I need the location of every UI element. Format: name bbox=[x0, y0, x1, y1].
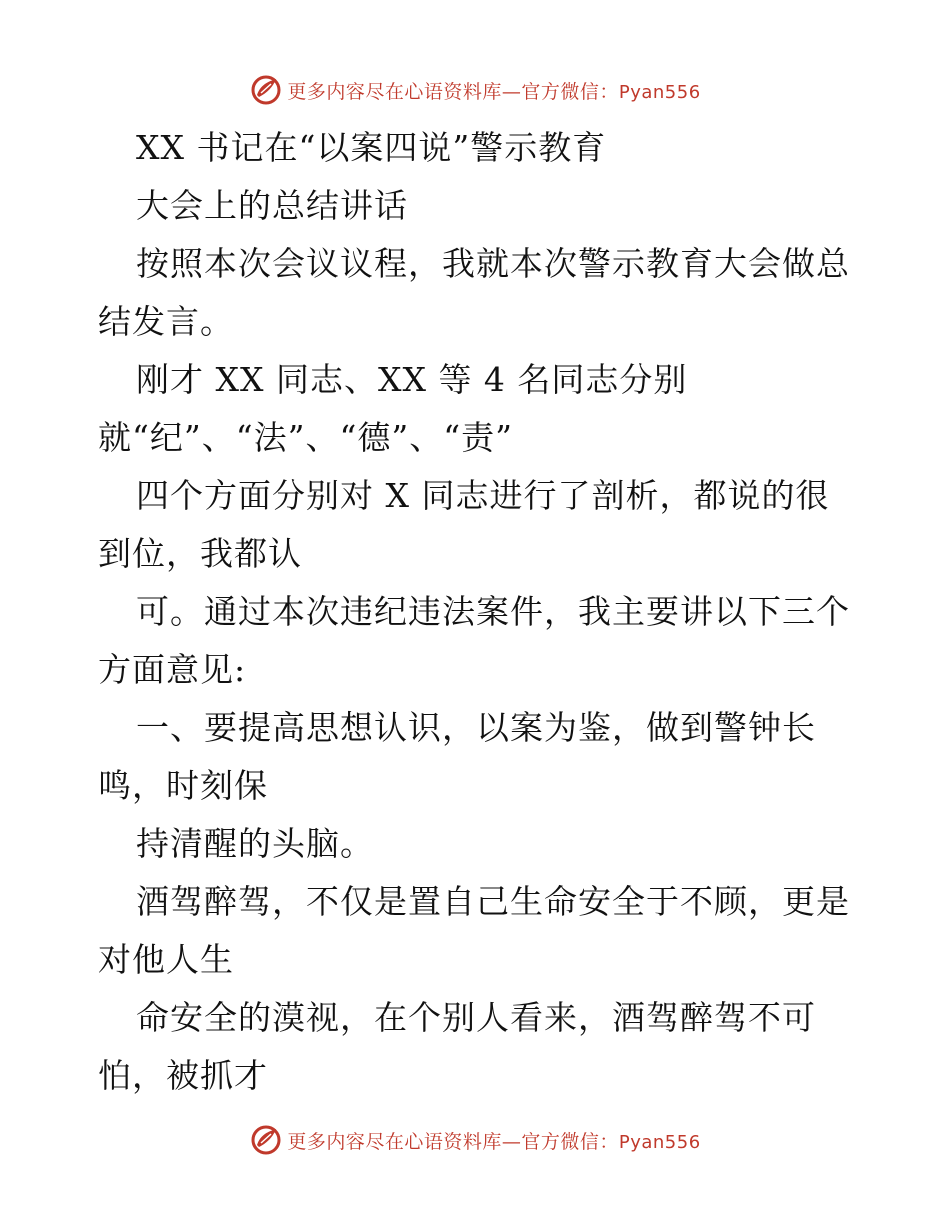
doc-line-7: 四个方面分别对 X 同志进行了剖析，都说的很 bbox=[136, 476, 830, 515]
doc-line-4: 结发言。 bbox=[98, 302, 234, 341]
header-wechat-id: Pyan556 bbox=[618, 81, 701, 103]
doc-line-14: 酒驾醉驾，不仅是置自己生命安全于不顾，更是 bbox=[136, 882, 850, 921]
footer-banner-label: 更多内容尽在心语资料库—官方微信： bbox=[287, 1130, 619, 1153]
doc-line-12: 鸣，时刻保 bbox=[98, 766, 268, 805]
footer-wechat-id: Pyan556 bbox=[618, 1131, 701, 1153]
header-banner bbox=[0, 70, 950, 110]
footer-banner-text bbox=[287, 1127, 700, 1154]
header-banner-text bbox=[287, 77, 700, 104]
leaf-swirl-logo-icon bbox=[249, 73, 283, 107]
footer-banner bbox=[0, 1120, 950, 1160]
leaf-swirl-logo-icon bbox=[249, 1123, 283, 1157]
doc-line-3: 按照本次会议议程，我就本次警示教育大会做总 bbox=[136, 244, 850, 283]
doc-line-2: 大会上的总结讲话 bbox=[136, 186, 408, 225]
doc-line-17: 怕，被抓才 bbox=[98, 1056, 268, 1095]
doc-line-11: 一、要提高思想认识，以案为鉴，做到警钟长 bbox=[136, 708, 816, 747]
doc-line-6: 就“纪”、“法”、“德”、“责” bbox=[98, 418, 513, 457]
header-banner-label: 更多内容尽在心语资料库—官方微信： bbox=[287, 80, 619, 103]
doc-line-16: 命安全的漠视，在个别人看来，酒驾醉驾不可 bbox=[136, 998, 816, 1037]
doc-line-15: 对他人生 bbox=[98, 940, 234, 979]
doc-line-13: 持清醒的头脑。 bbox=[136, 824, 374, 863]
doc-line-5: 刚才 XX 同志、XX 等 4 名同志分别 bbox=[136, 360, 688, 399]
doc-line-1: XX 书记在“以案四说”警示教育 bbox=[136, 128, 607, 167]
doc-line-9: 可。通过本次违纪违法案件，我主要讲以下三个 bbox=[136, 592, 850, 631]
doc-line-8: 到位，我都认 bbox=[98, 534, 302, 573]
doc-line-10: 方面意见: bbox=[98, 650, 247, 689]
